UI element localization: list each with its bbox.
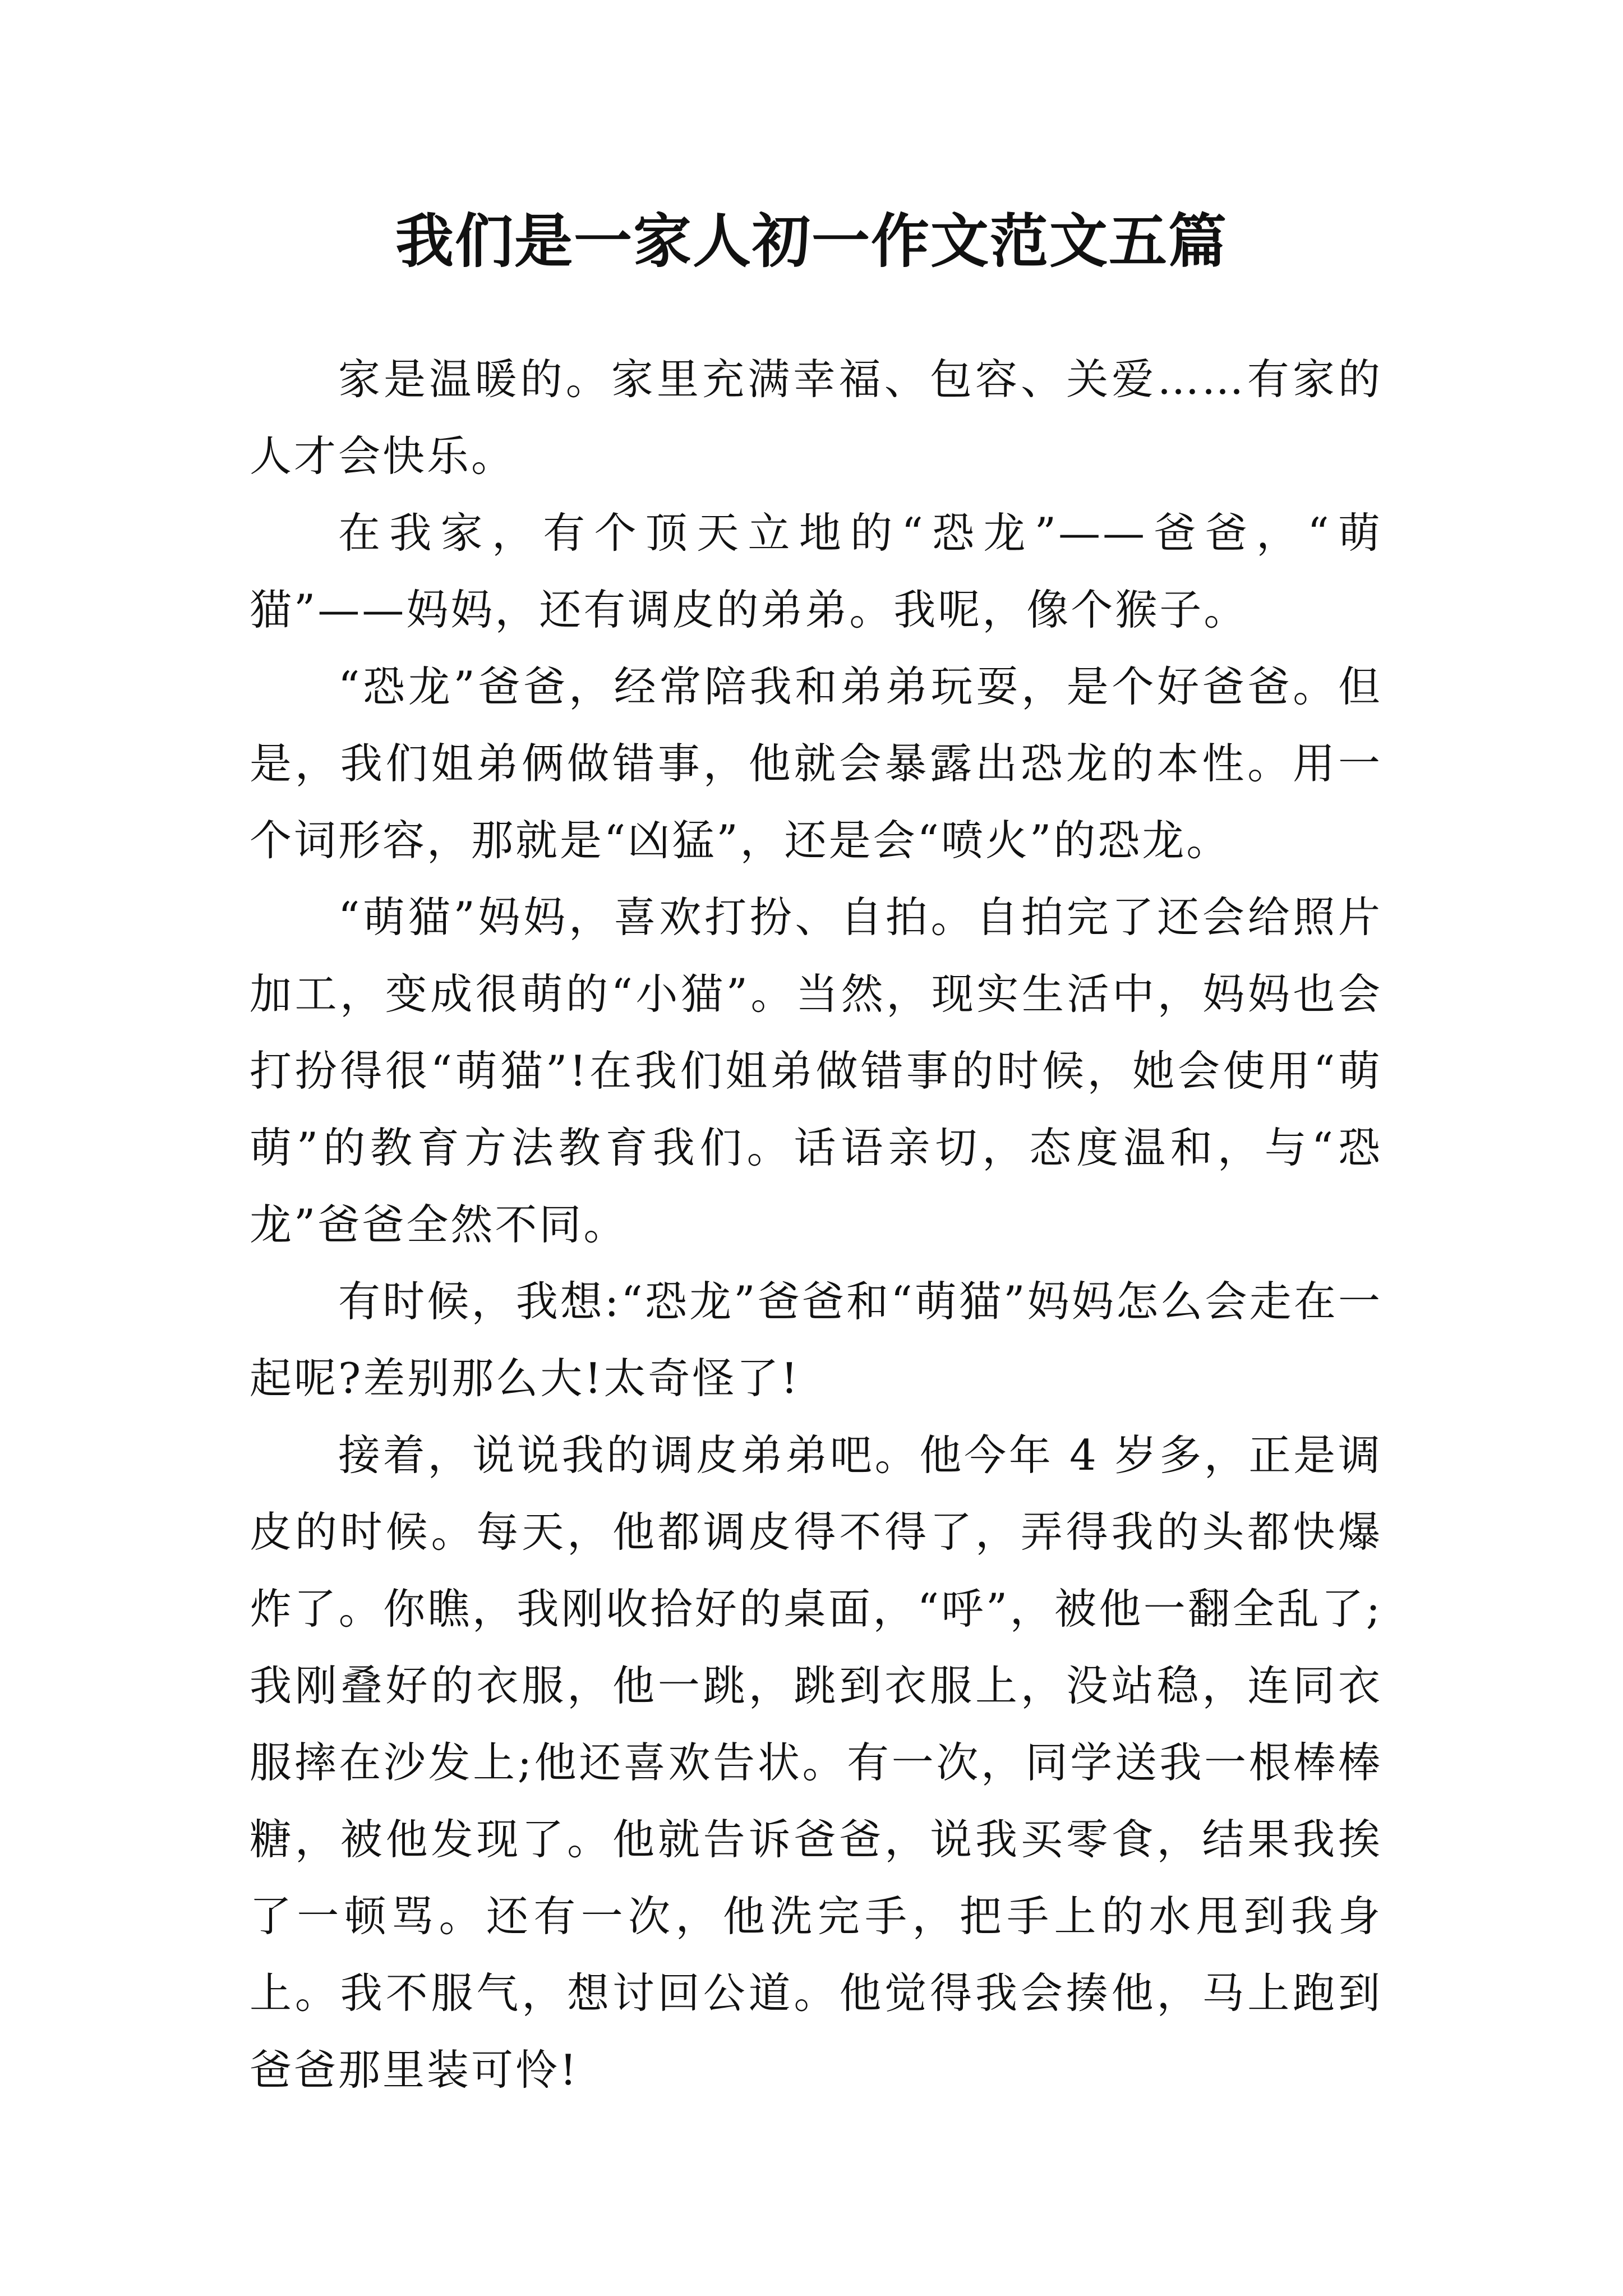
paragraph-cute-cat-mom: “萌猫”妈妈，喜欢打扮、自拍。自拍完了还会给照片加工，变成很萌的“小猫”。当然，现实生活中，妈妈也会打扮得很“萌猫”!在我们姐弟做错事的时候，她会使用“萌萌”的教育方法教育我们。话语亲切，态度温和，与“恐龙”爸爸全然不同。 (250, 892, 1382, 1249)
paragraph-naughty-brother: 接着，说说我的调皮弟弟吧。他今年 4 岁多，正是调皮的时候。每天，他都调皮得不得了，弄得我的头都快爆炸了。你瞧，我刚收拾好的桌面，“呼”，被他一翻全乱了;我刚叠好的衣服，他一跳，跳到衣服上，没站稳，连同衣服摔在沙发上;他还喜欢告状。有一次，同学送我一根棒棒糖，被他发现了。他就告诉爸爸，说我买零食，结果我挨了一顿骂。还有一次，他洗完手，把手上的水甩到我身上。我不服气，想讨回公道。他觉得我会揍他，马上跑到爸爸那里装可怜! (250, 1430, 1382, 2095)
document-title: 我们是一家人初一作文范文五篇 (395, 206, 1228, 275)
paragraph-dinosaur-dad: “恐龙”爸爸，经常陪我和弟弟玩耍，是个好爸爸。但是，我们姐弟俩做错事，他就会暴露出恐龙的本性。用一个词形容，那就是“凶猛”，还是会“喷火”的恐龙。 (250, 662, 1382, 865)
paragraph-family-members: 在我家，有个顶天立地的“恐龙”——爸爸，“萌猫”——妈妈，还有调皮的弟弟。我呢，像个猴子。 (250, 508, 1382, 634)
paragraph-intro: 家是温暖的。家里充满幸福、包容、关爱……有家的人才会快乐。 (250, 355, 1382, 481)
paragraph-wondering: 有时候，我想:“恐龙”爸爸和“萌猫”妈妈怎么会走在一起呢?差别那么大!太奇怪了! (250, 1277, 1382, 1403)
document-body (250, 341, 1382, 2109)
